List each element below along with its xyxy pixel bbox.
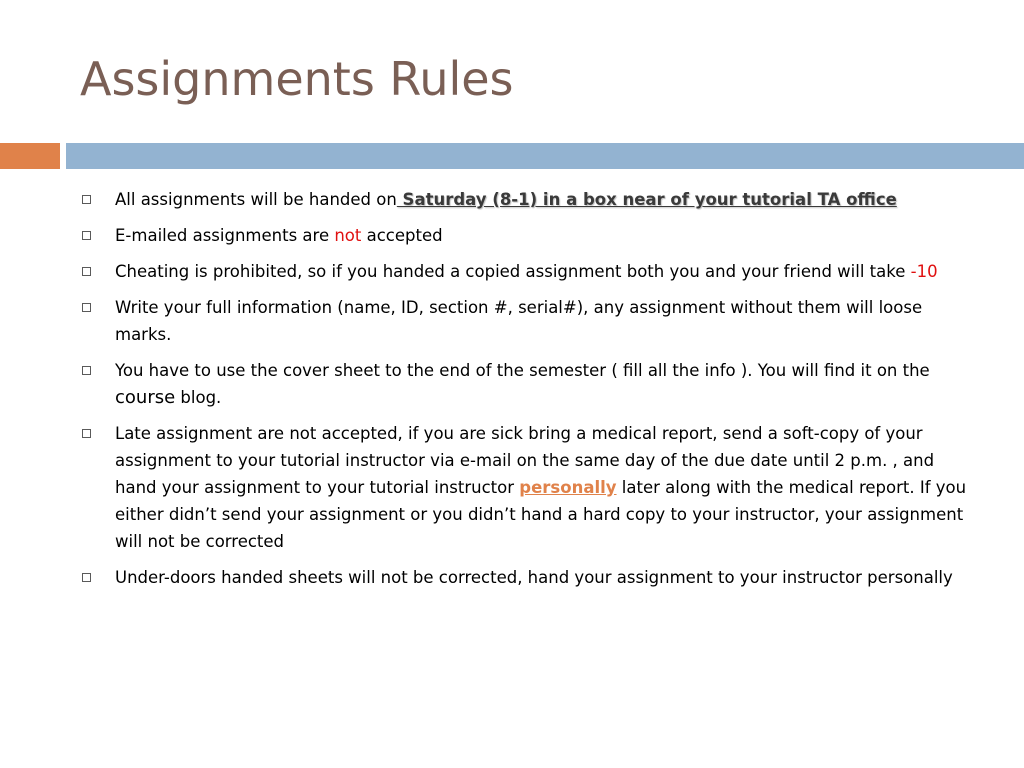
bullet-item-late: [78, 420, 978, 555]
slide-title: Assignments Rules: [80, 52, 514, 106]
orange-accent-bar: [0, 143, 60, 169]
bullet-item-cheating: [78, 258, 978, 285]
hollow-square-bullet-icon: [82, 366, 91, 375]
bullet-emphasis-personally: personally: [519, 478, 617, 497]
bullet-list: [78, 186, 978, 600]
bullet-item-under-doors: [78, 564, 978, 591]
bullet-emphasis-location: Saturday (8-1) in a box near of your tutorial TA office: [396, 190, 897, 209]
bullet-text: Write your full information (name, ID, section #, serial#), any assignment without them will loose marks.: [115, 298, 923, 344]
hollow-square-bullet-icon: [82, 195, 91, 204]
bullet-text: E-mailed assignments are: [115, 226, 335, 245]
hollow-square-bullet-icon: [82, 231, 91, 240]
bullet-emphasis-penalty: -10: [910, 262, 938, 281]
bullet-item-emailed: [78, 222, 978, 249]
bullet-text-tail: blog.: [175, 388, 222, 407]
bullet-text: Late assignment are not accepted, if you are sick bring a medical report, send a soft-copy of your assignment to your tutorial instructor via e-mail on the same day of the due date until 2 p.m. , and hand your assignment to your tutorial instructor: [115, 424, 935, 497]
hollow-square-bullet-icon: [82, 429, 91, 438]
bullet-text: All assignments will be handed on: [115, 190, 397, 209]
hollow-square-bullet-icon: [82, 267, 91, 276]
bullet-item-full-info: [78, 294, 978, 348]
hollow-square-bullet-icon: [82, 573, 91, 582]
bullet-text: You have to use the cover sheet to the end of the semester ( fill all the info ). You will find it on the: [115, 361, 930, 380]
bullet-item-hand-in: [78, 186, 978, 213]
blue-accent-bar: [66, 143, 1024, 169]
bullet-text-tail: accepted: [361, 226, 443, 245]
bullet-text: Under-doors handed sheets will not be corrected, hand your assignment to your instructor personally: [115, 568, 953, 587]
bullet-emphasis-course: course: [115, 387, 176, 408]
hollow-square-bullet-icon: [82, 303, 91, 312]
bullet-text-tail: later along with the medical report. If you either didn’t send your assignment or you didn’t hand a hard copy to your instructor, your assignment will not be corrected: [115, 478, 967, 551]
bullet-emphasis-not: not: [334, 226, 362, 245]
bullet-item-cover-sheet: [78, 357, 978, 411]
bullet-text: Cheating is prohibited, so if you handed a copied assignment both you and your friend will take: [115, 262, 911, 281]
